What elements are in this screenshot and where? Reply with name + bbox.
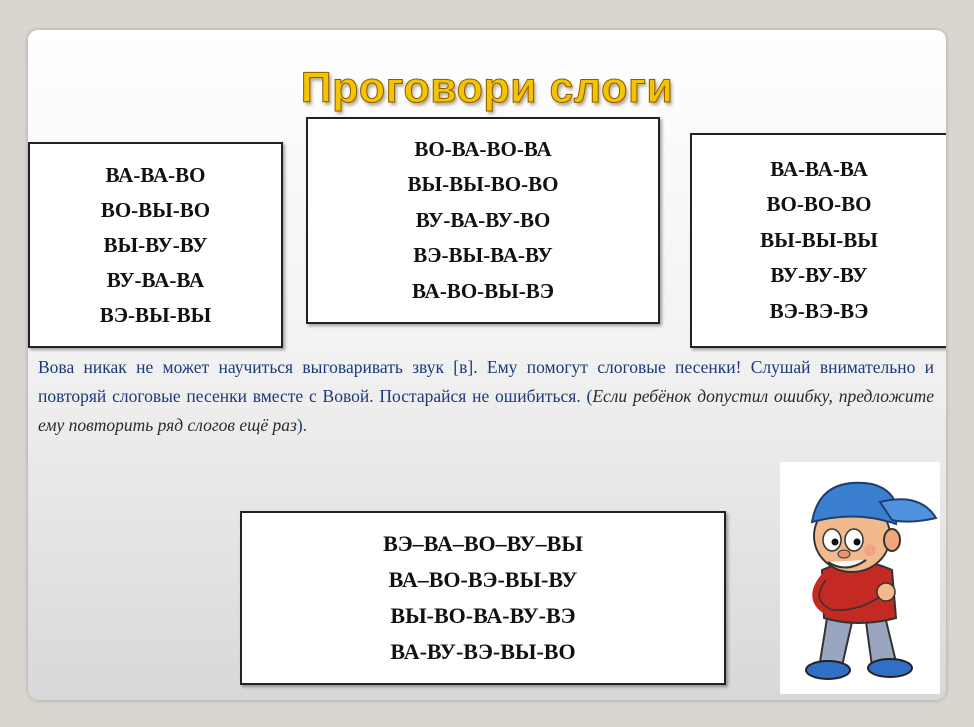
syllable-line: ВЫ-ВУ-ВУ	[103, 232, 208, 257]
boy-in-cap-icon	[780, 462, 940, 694]
instruction-paragraph	[38, 353, 934, 440]
instruction-text: Вова никак не может научиться выговаривать звук [в]. Ему помогут слоговые песенки! Слушай внимательно и повторяй слоговые песенки вместе с Вовой. Постарайся не ошибиться. (	[38, 357, 934, 406]
syllable-line: ВА-ВА-ВА	[770, 156, 868, 181]
syllable-line: ВЫ-ВЫ-ВЫ	[760, 227, 878, 252]
syllable-box-2	[306, 117, 660, 324]
syllable-line: ВЭ-ВЭ-ВЭ	[769, 298, 869, 323]
syllable-line: ВА-ВО-ВЫ-ВЭ	[411, 278, 555, 303]
syllable-line: ВА-ВА-ВО	[105, 162, 206, 187]
syllable-line: ВЫ-ВЫ-ВО-ВО	[407, 172, 559, 197]
syllable-line: ВУ-ВА-ВА	[106, 267, 205, 292]
syllable-line: ВЭ-ВЫ-ВА-ВУ	[413, 243, 553, 268]
syllable-line: ВЭ–ВА–ВО–ВУ–ВЫ	[383, 531, 583, 556]
syllable-line: ВУ-ВУ-ВУ	[770, 263, 868, 288]
syllable-line: ВО-ВА-ВО-ВА	[414, 136, 552, 161]
boy-illustration	[780, 462, 940, 694]
syllable-line: ВУ-ВА-ВУ-ВО	[415, 207, 551, 232]
syllable-box-3	[690, 133, 946, 348]
slide-title: Проговори слоги	[300, 64, 674, 112]
syllable-line: ВО-ВЫ-ВО	[100, 197, 211, 222]
slide	[28, 30, 946, 700]
instruction-end: ).	[296, 415, 308, 435]
syllable-box-4	[240, 511, 726, 685]
syllable-line: ВО-ВО-ВО	[766, 192, 872, 217]
syllable-box-1	[28, 142, 283, 348]
syllable-line: ВЫ-ВО-ВА-ВУ-ВЭ	[390, 603, 576, 628]
syllable-line: ВЭ-ВЫ-ВЫ	[99, 302, 212, 327]
instruction-note: Если ребёнок допустил ошибку, предложите ему повторить ряд слогов ещё раз	[38, 386, 934, 435]
syllable-line: ВА-ВУ-ВЭ-ВЫ-ВО	[390, 639, 576, 664]
syllable-line: ВА–ВО-ВЭ-ВЫ-ВУ	[388, 567, 578, 592]
